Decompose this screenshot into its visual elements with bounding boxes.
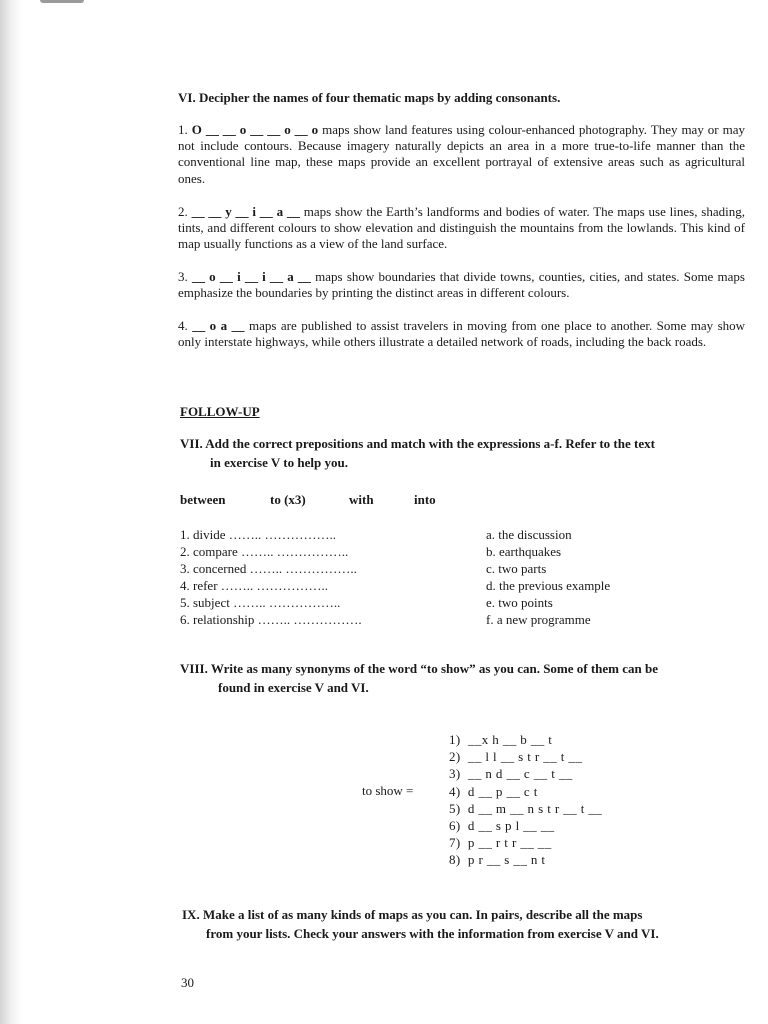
scan-corner-mark — [40, 0, 84, 3]
synonym-list — [449, 731, 602, 869]
section-vi-item-2 — [178, 204, 745, 253]
section-vi-item-4 — [178, 318, 745, 350]
list-item: 3) __ n d __ c __ t __ — [449, 766, 573, 782]
list-item: 7) p __ r t r __ __ — [449, 835, 552, 851]
list-item: a. the discussion — [486, 527, 572, 542]
preposition-to: to (x3) — [270, 492, 306, 507]
list-item: 8) p r __ s __ n t — [449, 852, 546, 868]
item-number: 2. — [178, 204, 188, 219]
preposition-with: with — [349, 492, 374, 507]
follow-up-heading: FOLLOW-UP — [180, 404, 260, 419]
list-item: 2) __ l l __ s t r __ t __ — [449, 749, 583, 765]
list-item: 6. relationship …….. ……………. — [180, 612, 362, 627]
match-right-list — [486, 526, 610, 628]
cipher-pattern: __ o __ i __ i __ a __ — [191, 269, 311, 284]
match-left-list — [180, 526, 362, 628]
section-vii-heading-line2: in exercise V to help you. — [210, 455, 348, 470]
cipher-pattern: __ o a __ — [192, 318, 245, 333]
list-item: f. a new programme — [486, 612, 591, 627]
list-item: 4) d __ p __ c t — [449, 783, 538, 799]
scan-edge-shadow — [0, 0, 22, 1024]
section-vi-item-3 — [178, 269, 745, 301]
item-number: 1. — [178, 122, 188, 137]
list-item: 3. concerned …….. …………….. — [180, 561, 357, 576]
item-text: maps show the Earth’s landforms and bodies of water. The maps use lines, shading, tints, and different colours to show elevation and distinguish the mountains from the lowlands. This kind of map usually functions as a view of the land surface. — [178, 204, 745, 252]
section-vi-item-1 — [178, 122, 745, 187]
page-number: 30 — [181, 975, 194, 990]
section-vii-heading-line1: VII. Add the correct prepositions and match with the expressions a-f. Refer to the text — [180, 436, 655, 451]
cipher-pattern: O __ __ o __ __ o __ o — [191, 122, 319, 137]
list-item: c. two parts — [486, 561, 547, 576]
cipher-pattern: __ __ y __ i __ a __ — [191, 204, 300, 219]
section-viii-heading-line2: found in exercise V and VI. — [218, 680, 369, 695]
list-item: 1. divide …….. …………….. — [180, 527, 336, 542]
list-item: 5. subject …….. …………….. — [180, 595, 341, 610]
section-ix-heading-line1: IX. Make a list of as many kinds of maps as you can. In pairs, describe all the maps — [182, 907, 643, 922]
item-text: maps show land features using colour-enhanced photography. They may or may not include contours. Because imagery naturally depicts an area in a more true-to-life manner than the conventional line map, these maps provide an excellent portrayal of extensive areas such as agricultural ones. — [178, 122, 745, 186]
item-number: 3. — [178, 269, 188, 284]
section-vi-heading: VI. Decipher the names of four thematic maps by adding consonants. — [178, 90, 561, 105]
to-show-label: to show = — [362, 783, 414, 798]
list-item: b. earthquakes — [486, 544, 562, 559]
preposition-between: between — [180, 492, 226, 507]
section-viii-heading-line1: VIII. Write as many synonyms of the word “to show” as you can. Some of them can be — [180, 661, 659, 676]
section-ix-heading-line2: from your lists. Check your answers with the information from exercise V and VI. — [206, 926, 659, 941]
preposition-into: into — [414, 492, 436, 507]
list-item: 5) d __ m __ n s t r __ t __ — [449, 800, 603, 816]
list-item: 1) __x h __ b __ t — [449, 732, 553, 747]
list-item: d. the previous example — [486, 578, 611, 593]
list-item: 4. refer …….. …………….. — [180, 578, 329, 593]
item-text: maps are published to assist travelers in moving from one place to another. Some may show only interstate highways, while others illustrate a detailed network of roads, including the back roads. — [178, 318, 746, 350]
item-number: 4. — [178, 318, 188, 333]
list-item: 6) d __ s p l __ __ — [449, 818, 555, 834]
list-item: 2. compare …….. …………….. — [180, 544, 349, 559]
list-item: e. two points — [486, 595, 553, 610]
item-text: maps show boundaries that divide towns, counties, cities, and states. Some maps emphasize the boundaries by printing the distinct areas in different colours. — [178, 269, 745, 301]
